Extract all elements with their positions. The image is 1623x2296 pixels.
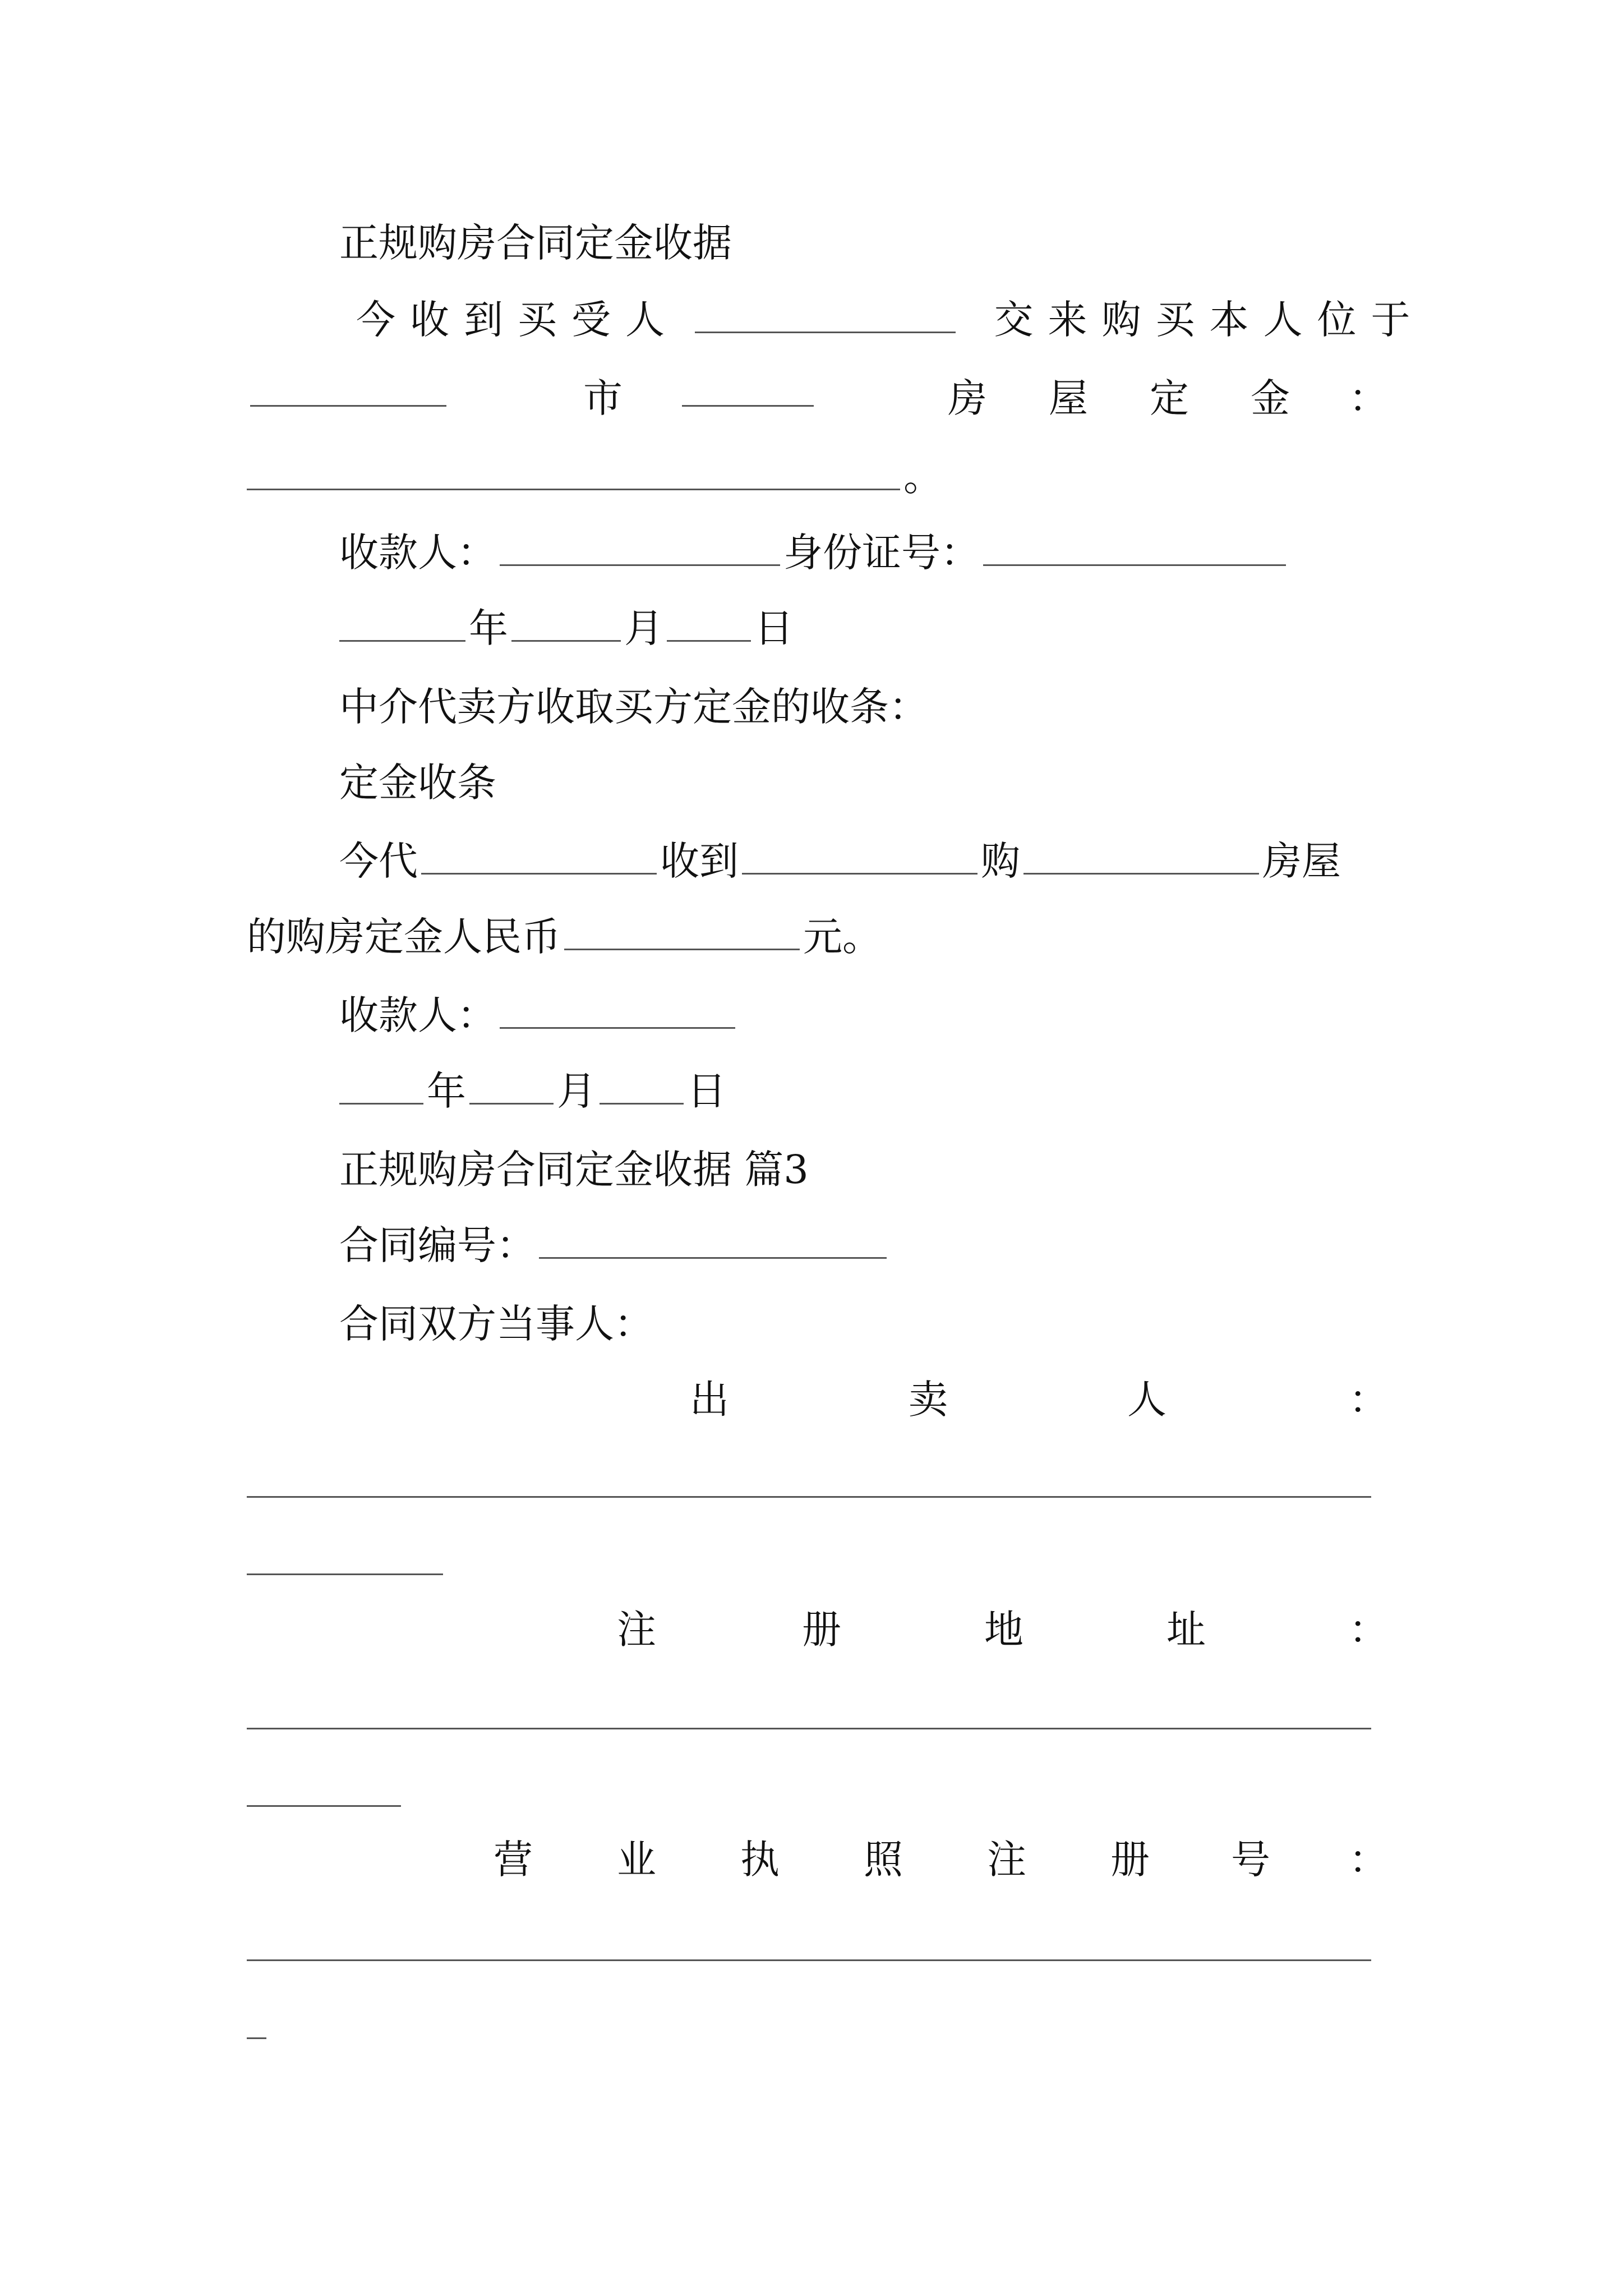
amount-tail: 元。: [803, 914, 882, 960]
day-blank: [667, 605, 751, 642]
license-char-5: 注: [987, 1837, 1026, 1883]
address-rule-2: [247, 1805, 401, 1807]
day2-blank: [600, 1068, 684, 1105]
license-rule-1: [247, 1959, 1371, 1961]
license-char-2: 业: [617, 1837, 656, 1883]
deposit-char-4: 金: [1251, 375, 1290, 421]
payee-id-line: [339, 524, 1289, 581]
deposit-amount-blank: [247, 454, 900, 490]
license-char-4: 照: [864, 1837, 903, 1883]
seller-char-2: 卖: [909, 1377, 948, 1423]
address-char-4: 址: [1166, 1607, 1206, 1653]
year2-label: 年: [427, 1068, 466, 1114]
payee-blank: [500, 530, 780, 566]
city-label: 市: [583, 375, 623, 421]
date-line-2: [339, 1063, 726, 1119]
id-label: 身份证号：: [783, 530, 980, 576]
license-char-6: 册: [1110, 1837, 1150, 1883]
deposit-char-2: 屋: [1049, 375, 1088, 421]
today-label: 今代: [339, 838, 418, 884]
deposit-char-5: ：: [1349, 375, 1388, 421]
payee2-blank: [500, 992, 735, 1029]
buyer-name-blank: [742, 838, 978, 875]
day-label: 日: [754, 605, 794, 651]
address-line: [247, 1602, 1388, 1658]
license-char-1: 营: [494, 1837, 533, 1883]
rmb-amount-blank: [564, 914, 800, 950]
seller-char-3: 人: [1127, 1377, 1166, 1423]
house-label: 房屋: [1262, 838, 1341, 884]
month-label: 月: [624, 605, 663, 651]
contract-number-blank: [539, 1222, 887, 1259]
address-rule-1: [247, 1728, 1371, 1729]
address-char-3: 地: [984, 1607, 1023, 1653]
property-blank: [1023, 838, 1259, 875]
contract-number-label: 合同编号：: [339, 1222, 536, 1268]
deposit-char-3: 定: [1150, 375, 1189, 421]
seller-rule-1: [247, 1496, 1371, 1498]
license-char-7: 号: [1231, 1837, 1270, 1883]
province-blank: [250, 370, 446, 407]
date-line-1: [339, 600, 794, 656]
amount-lead: 的购房定金人民币: [247, 914, 561, 960]
id-blank: [983, 530, 1286, 566]
city-deposit-line: [247, 370, 1388, 426]
seller-rule-2: [247, 1573, 443, 1575]
buy-label: 购: [981, 838, 1020, 884]
period-mark: 。: [903, 454, 943, 500]
seller-char-1: 出: [690, 1377, 729, 1423]
deposit-char-1: 房: [948, 375, 987, 421]
payee2-line: [339, 987, 739, 1043]
agent-heading: 中介代卖方收取买方定金的收条：: [339, 684, 928, 730]
license-char-3: 执: [740, 1837, 780, 1883]
receipt-title: 定金收条: [339, 760, 496, 806]
receipt2-line: [339, 833, 1341, 889]
intro-tail: 交来购买本人位于: [994, 297, 1425, 343]
month2-label: 月: [557, 1068, 596, 1114]
seller-name-blank: [421, 838, 657, 875]
district-blank: [682, 370, 814, 407]
address-char-2: 册: [802, 1607, 841, 1653]
section-title-3: 正规购房合同定金收据 篇3: [339, 1147, 809, 1193]
contract-number-line: [339, 1217, 890, 1273]
payee2-label: 收款人：: [339, 992, 496, 1038]
year-blank: [339, 605, 465, 642]
buyer-blank: [695, 297, 956, 333]
intro-lead: 今收到买受人: [356, 297, 679, 343]
receipt2-amount-line: [247, 909, 882, 965]
receipt-intro-line: [356, 292, 1425, 348]
amount-line: [247, 449, 943, 505]
seller-line: [247, 1372, 1388, 1428]
license-line: [247, 1832, 1388, 1888]
seller-char-4: ：: [1349, 1377, 1388, 1423]
month2-blank: [469, 1068, 554, 1105]
address-char-5: ：: [1349, 1607, 1388, 1653]
month-blank: [511, 605, 621, 642]
address-char-1: 注: [617, 1607, 656, 1653]
license-char-8: ：: [1349, 1837, 1388, 1883]
year-label: 年: [469, 605, 508, 651]
parties-label: 合同双方当事人：: [339, 1301, 653, 1347]
year2-blank: [339, 1068, 423, 1105]
received-label: 收到: [660, 838, 739, 884]
document-title: 正规购房合同定金收据: [339, 220, 732, 266]
day2-label: 日: [687, 1068, 726, 1114]
payee-label: 收款人：: [339, 530, 496, 576]
license-rule-2: [247, 2037, 266, 2039]
